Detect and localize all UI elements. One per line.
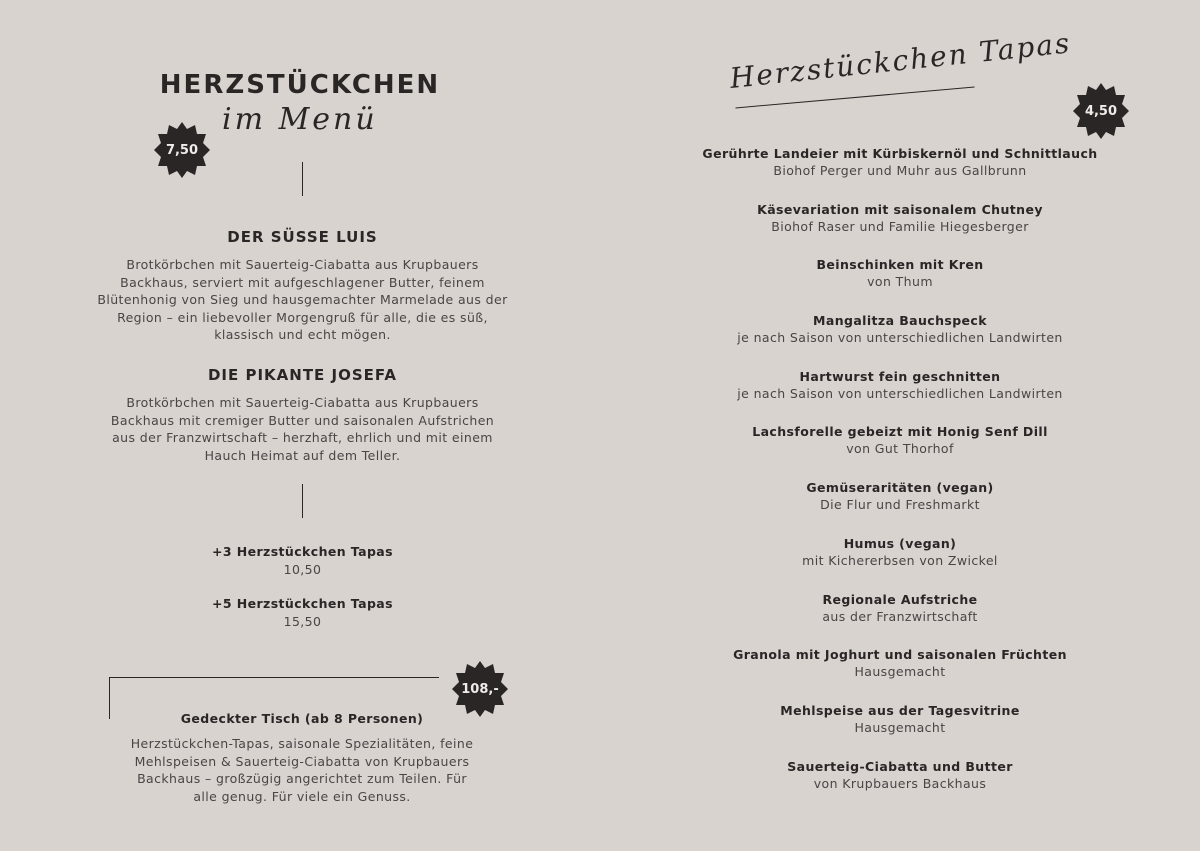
tapas-item	[700, 759, 1100, 815]
table-offer	[87, 711, 517, 805]
tapas-source: Biohof Perger und Muhr aus Gallbrunn	[773, 163, 1027, 178]
desc-line: Backhaus, serviert mit aufgeschlagener Butter, feinem	[120, 274, 485, 290]
desc-line: alle genug. Für viele ein Genuss.	[193, 788, 411, 804]
divider-line	[302, 162, 303, 196]
tapas-item	[700, 369, 1100, 425]
desc-line: Brotkörbchen mit Sauerteig-Ciabatta aus Krupbauers	[126, 395, 479, 410]
tapas-name: Mehlspeise aus der Tagesvitrine	[780, 702, 1020, 718]
desc-line: Blütenhonig von Sieg und hausgemachter Marmelade aus der	[97, 292, 508, 307]
tapas-item	[700, 647, 1100, 703]
tapas-source: je nach Saison von unterschiedlichen Landwirten	[737, 385, 1063, 401]
badge-price: 108,-	[461, 681, 499, 697]
tapas-item	[700, 313, 1100, 369]
tapas-item	[700, 480, 1100, 536]
tapas-source: je nach Saison von unterschiedlichen Landwirten	[737, 330, 1063, 346]
badge-price: 4,50	[1084, 103, 1118, 119]
tapas-name: Lachsforelle gebeizt mit Honig Senf Dill	[752, 424, 1048, 440]
desc-line: Region – ein liebevoller Morgengruß für alle, die es süß,	[117, 309, 488, 325]
tapas-name: Granola mit Joghurt und saisonalen Früchten	[733, 647, 1067, 663]
script-subtitle: im Menü	[222, 102, 378, 137]
table-price-badge	[452, 661, 508, 717]
table-title: Gedeckter Tisch (ab 8 Personen)	[180, 711, 424, 726]
desc-line: Brotkörbchen mit Sauerteig-Ciabatta aus Krupbauers	[126, 257, 479, 272]
tapas-item	[700, 703, 1100, 759]
desc-line: Backhaus mit cremiger Butter und saisonalen Aufstrichen	[110, 412, 495, 428]
tapas-item	[700, 424, 1100, 480]
tapas-price-badge	[1073, 83, 1129, 139]
tapas-name: Hartwurst fein geschnitten	[799, 368, 1001, 384]
tapas-item	[700, 202, 1100, 258]
addon-name: +3 Herzstückchen Tapas	[212, 544, 393, 559]
divider-line	[302, 484, 303, 518]
tapas-item	[700, 536, 1100, 592]
desc-line: Mehlspeisen & Sauerteig-Ciabatta von Krupbauers	[134, 753, 470, 769]
desc-line: aus der Franzwirtschaft – herzhaft, ehrlich und mit einem	[112, 430, 493, 445]
tapas-source: von Krupbauers Backhaus	[813, 775, 987, 791]
tapas-name: Sauerteig-Ciabatta und Butter	[787, 758, 1013, 774]
page-title: HERZSTÜCKCHEN	[159, 70, 441, 100]
tapas-item	[700, 592, 1100, 648]
dish-pikante-josefa	[90, 366, 515, 464]
tapas-source: von Gut Thorhof	[846, 441, 954, 457]
frame-line-top	[109, 677, 439, 678]
tapas-name: Regionale Aufstriche	[822, 591, 978, 607]
addon-name: +5 Herzstückchen Tapas	[212, 596, 393, 611]
dish-description	[90, 256, 515, 344]
table-description	[87, 735, 517, 805]
tapas-source: Die Flur und Freshmarkt	[820, 497, 980, 513]
desc-line: Backhaus – großzügig angerichtet zum Teilen. Für	[137, 771, 467, 786]
tapas-source: aus der Franzwirtschaft	[822, 608, 978, 624]
tapas-item	[700, 146, 1100, 202]
badge-price: 7,50	[165, 142, 199, 158]
price-badge	[154, 122, 210, 178]
desc-line: klassisch und echt mögen.	[214, 327, 391, 342]
tapas-name: Humus (vegan)	[843, 535, 957, 551]
tapas-name: Beinschinken mit Kren	[816, 257, 984, 273]
tapas-source: Hausgemacht	[854, 664, 946, 680]
desc-line: Herzstückchen-Tapas, saisonale Spezialitäten, feine	[130, 736, 474, 751]
tapas-source: von Thum	[867, 274, 933, 290]
tapas-source: Biohof Raser und Familie Hiegesberger	[771, 218, 1029, 234]
desc-line: Hauch Heimat auf dem Teller.	[204, 447, 401, 463]
addon-price: 10,50	[283, 562, 322, 577]
addon-3-tapas	[90, 544, 515, 577]
tapas-item	[700, 257, 1100, 313]
tapas-name: Gerührte Landeier mit Kürbiskernöl und Schnittlauch	[702, 146, 1098, 161]
dish-title: DIE PIKANTE JOSEFA	[207, 366, 398, 384]
tapas-source: Hausgemacht	[854, 719, 946, 735]
dish-title: DER SÜSSE LUIS	[227, 228, 378, 246]
tapas-script-title: Herzstückchen Tapas	[728, 26, 1073, 95]
dish-sweet-luis	[90, 228, 515, 344]
tapas-name: Mangalitza Bauchspeck	[813, 313, 987, 329]
dish-description	[90, 394, 515, 464]
tapas-name: Gemüseraritäten (vegan)	[806, 480, 994, 496]
addon-price: 15,50	[283, 614, 322, 629]
tapas-name: Käsevariation mit saisonalem Chutney	[757, 201, 1043, 217]
tapas-source: mit Kichererbsen von Zwickel	[802, 552, 998, 568]
addon-5-tapas	[90, 596, 515, 629]
tapas-list	[700, 146, 1100, 814]
